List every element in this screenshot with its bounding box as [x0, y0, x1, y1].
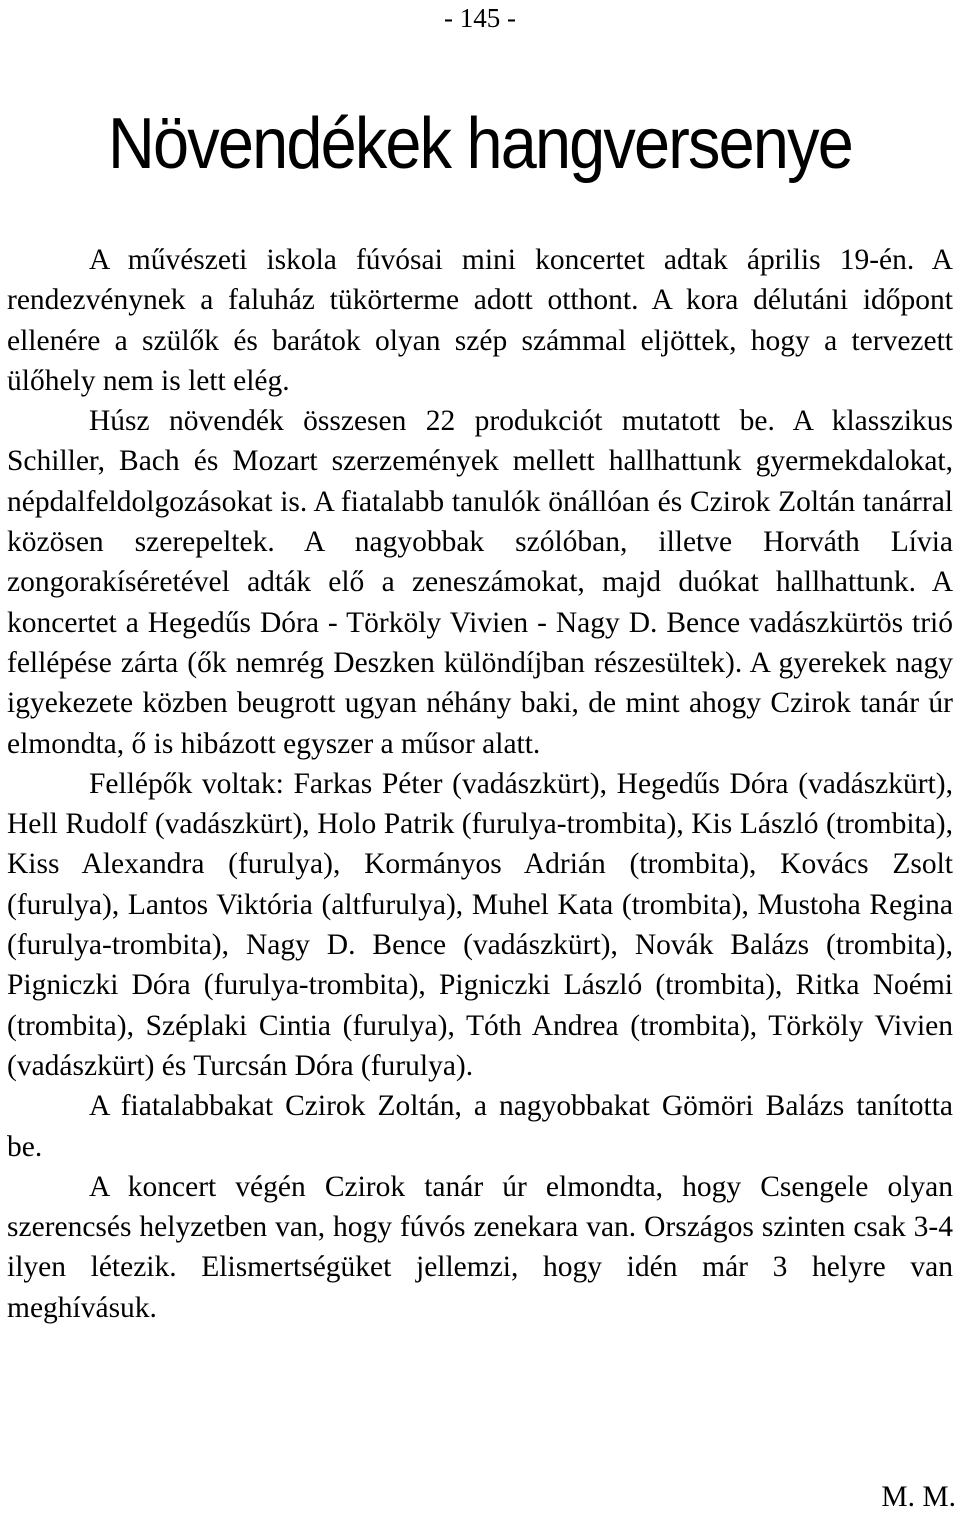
page-number: - 145 -	[444, 3, 516, 33]
paragraph-closing: A koncert végén Czirok tanár úr elmondta, hogy Csengele olyan szerencsés helyzetben van, hogy fúvós zenekara van. Országos szinten csak 3-4 ilyen létezik. Elismertségüket jellemzi, hogy idén már 3 helyre van meghívásuk.	[7, 1170, 953, 1324]
article-body	[7, 240, 953, 1328]
author-signature: M. M.	[881, 1481, 956, 1513]
paragraph-intro: A művészeti iskola fúvósai mini koncertet adtak április 19-én. A rendezvénynek a faluház tükörterme adott otthont. A kora délutáni időpont ellenére a szülők és barátok olyan szép számmal eljöttek, hogy a tervezett ülőhely nem is lett elég.	[7, 244, 953, 397]
article-title: Növendékek hangversenye	[108, 104, 852, 184]
paragraph-teachers: A fiatalabbakat Czirok Zoltán, a nagyobbakat Gömöri Balázs tanította be.	[7, 1090, 953, 1163]
paragraph-performers: Fellépők voltak: Farkas Péter (vadászkürt), Hegedűs Dóra (vadászkürt), Hell Rudolf (vadászkürt), Holo Patrik (furulya-trombita), Kis László (trombita), Kiss Alexandra (furulya), Kormányos Adrián (trombita), Kovács Zsolt (furulya), Lantos Viktória (altfurulya), Muhel Kata (trombita), Mustoha Regina (furulya-trombita), Nagy D. Bence (vadászkürt), Novák Balázs (trombita), Pigniczki Dóra (furulya-trombita), Pigniczki László (trombita), Ritka Noémi (trombita), Széplaki Cintia (furulya), Tóth Andrea (trombita), Törköly Vivien (vadászkürt) és Turcsán Dóra (furulya).	[7, 767, 953, 1082]
paragraph-program: Húsz növendék összesen 22 produkciót mutatott be. A klasszikus Schiller, Bach és Mozart szerzemények mellett hallhattunk gyermekdalokat, népdalfeldolgozásokat is. A fiatalabb tanulók önállóan és Czirok Zoltán tanárral közösen szerepeltek. A nagyobbak szólóban, illetve Horváth Lívia zongorakíséretével adták elő a zeneszámokat, majd duókat hallhattunk. A koncertet a Hegedűs Dóra - Törköly Vivien - Nagy D. Bence vadászkürtös trió fellépése zárta (ők nemrég Deszken különdíjban részesültek). A gyerekek nagy igyekezete közben beugrott ugyan néhány baki, de mint ahogy Czirok tanár úr elmondta, ő is hibázott egyszer a műsor alatt.	[7, 405, 953, 760]
